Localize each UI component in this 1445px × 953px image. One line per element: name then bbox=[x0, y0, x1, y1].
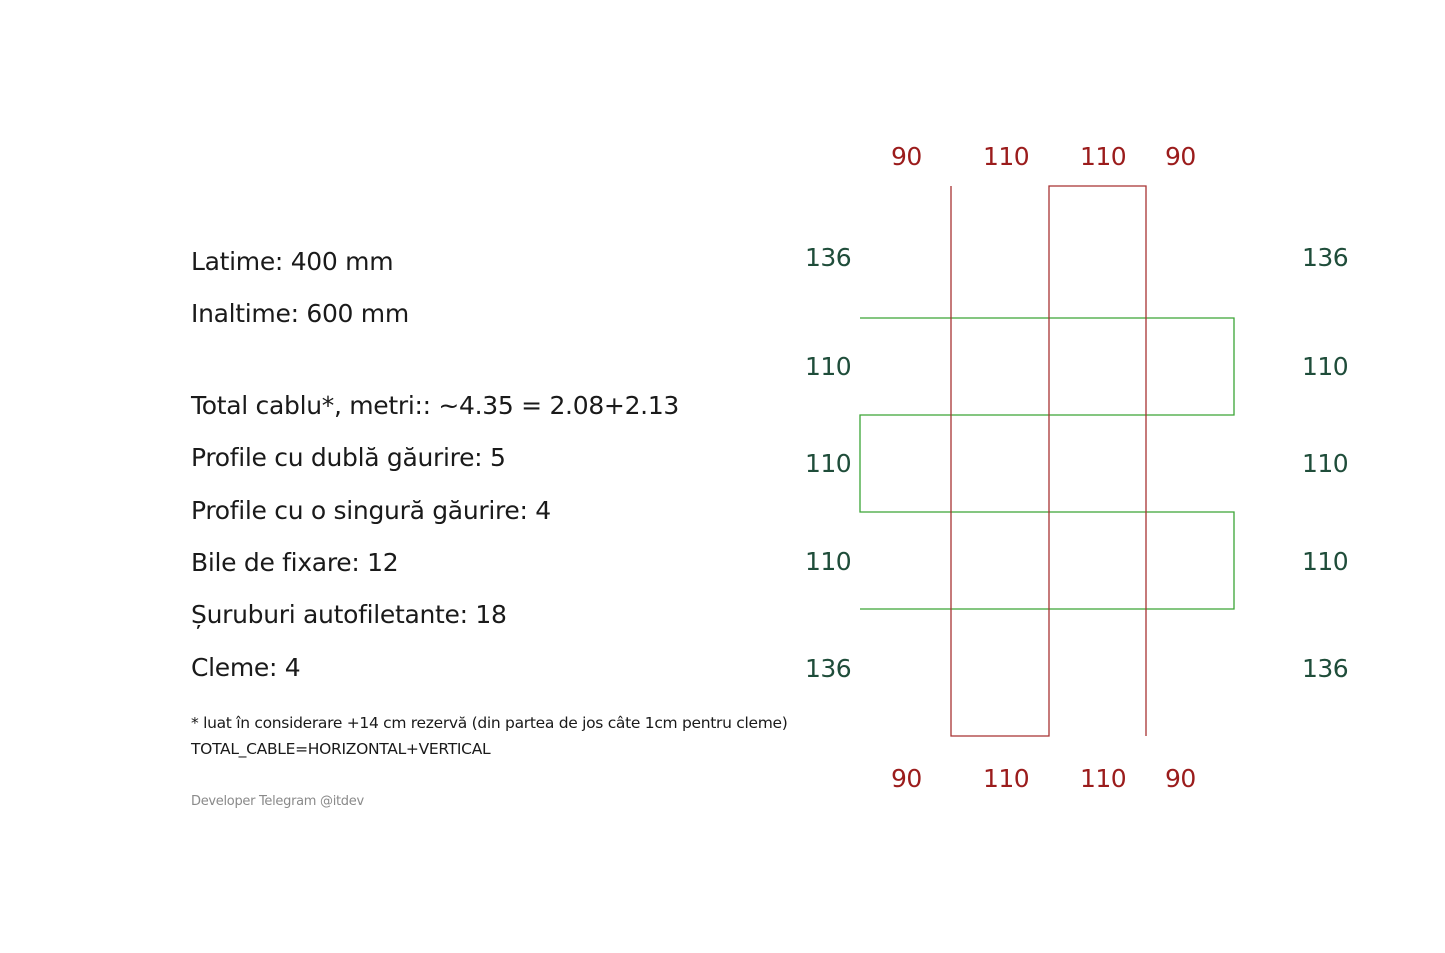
left-label-3: 110 bbox=[805, 449, 852, 478]
spec-fixing-balls: Bile de fixare: 12 bbox=[191, 548, 399, 577]
right-label-5: 136 bbox=[1302, 654, 1349, 683]
formula-note: TOTAL_CABLE=HORIZONTAL+VERTICAL bbox=[191, 740, 491, 758]
left-label-2: 110 bbox=[805, 352, 852, 381]
spec-total-cable: Total cablu*, metri:: ~4.35 = 2.08+2.13 bbox=[191, 391, 680, 420]
spec-single-hole-profiles: Profile cu o singură găurire: 4 bbox=[191, 496, 551, 525]
top-label-2: 110 bbox=[983, 142, 1030, 171]
bottom-label-1: 90 bbox=[891, 764, 922, 793]
spec-width: Latime: 400 mm bbox=[191, 247, 394, 276]
spec-clips: Cleme: 4 bbox=[191, 653, 301, 682]
right-label-1: 136 bbox=[1302, 243, 1349, 272]
developer-credit: Developer Telegram @itdev bbox=[191, 794, 364, 809]
vertical-cable bbox=[951, 186, 1146, 736]
horizontal-cable bbox=[860, 318, 1234, 609]
right-label-4: 110 bbox=[1302, 547, 1349, 576]
top-label-3: 110 bbox=[1080, 142, 1127, 171]
bottom-label-4: 90 bbox=[1165, 764, 1196, 793]
bottom-label-2: 110 bbox=[983, 764, 1030, 793]
top-label-4: 90 bbox=[1165, 142, 1196, 171]
spec-height: Inaltime: 600 mm bbox=[191, 299, 409, 328]
bottom-label-3: 110 bbox=[1080, 764, 1127, 793]
left-label-5: 136 bbox=[805, 654, 852, 683]
top-label-1: 90 bbox=[891, 142, 922, 171]
spec-double-hole-profiles: Profile cu dublă găurire: 5 bbox=[191, 443, 506, 472]
left-label-4: 110 bbox=[805, 547, 852, 576]
right-label-2: 110 bbox=[1302, 352, 1349, 381]
left-label-1: 136 bbox=[805, 243, 852, 272]
spec-self-tapping-screws: Șuruburi autofiletante: 18 bbox=[191, 600, 507, 629]
right-label-3: 110 bbox=[1302, 449, 1349, 478]
footnote: * luat în considerare +14 cm rezervă (din partea de jos câte 1cm pentru cleme) bbox=[191, 714, 788, 732]
